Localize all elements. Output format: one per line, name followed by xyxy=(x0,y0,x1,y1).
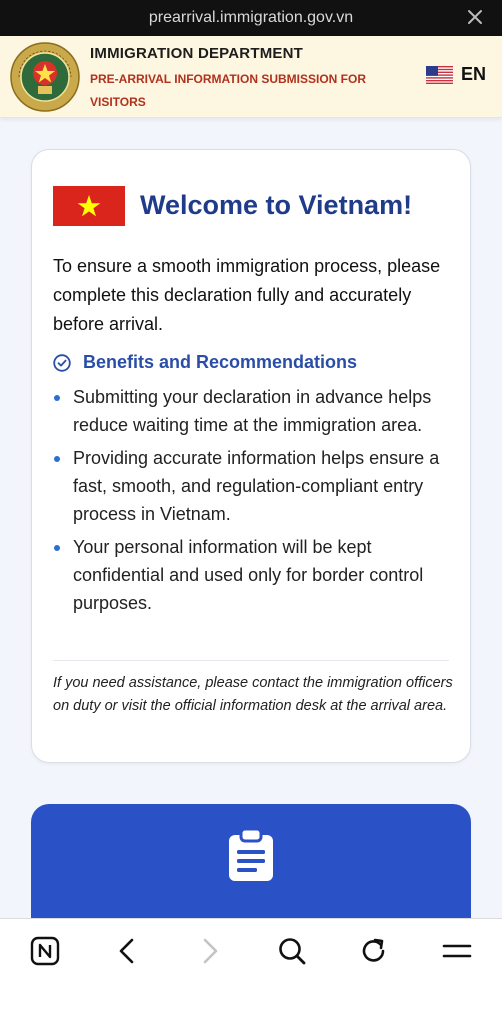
benefit-text: Your personal information will be kept confidential and used only for border control purposes. xyxy=(73,537,424,613)
welcome-title: Welcome to Vietnam! xyxy=(140,190,413,220)
assistance-note: If you need assistance, please contact the immigration officers on duty or visit the official information desk at the arrival area. xyxy=(53,675,453,714)
benefits-title: Benefits and Recommendations xyxy=(83,352,358,372)
benefits-list xyxy=(53,383,463,622)
divider xyxy=(53,660,449,661)
department-name: IMMIGRATION DEPARTMENT xyxy=(90,45,303,62)
menu-button[interactable] xyxy=(440,934,474,968)
forward-button[interactable] xyxy=(193,934,227,968)
browser-toolbar xyxy=(0,918,502,1024)
reload-button[interactable] xyxy=(357,934,391,968)
language-selector[interactable] xyxy=(426,64,486,85)
language-code[interactable]: EN xyxy=(460,64,486,84)
vietnam-flag-icon xyxy=(53,186,125,226)
list-item xyxy=(53,383,463,439)
list-item xyxy=(53,533,463,617)
search-button[interactable] xyxy=(275,934,309,968)
bullet-dot xyxy=(54,545,60,551)
site-header xyxy=(0,36,502,118)
url-text[interactable]: prearrival.immigration.gov.vn xyxy=(148,9,354,26)
bullet-dot xyxy=(54,395,60,401)
immigration-emblem-logo xyxy=(10,42,80,112)
menu-icon xyxy=(442,941,472,961)
page-subtitle: PRE-ARRIVAL INFORMATION SUBMISSION FOR VISITORS xyxy=(90,72,366,109)
reload-icon xyxy=(359,936,389,966)
bullet-dot xyxy=(54,456,60,462)
check-circle-icon xyxy=(53,354,71,372)
benefits-heading xyxy=(53,352,357,373)
welcome-card xyxy=(31,149,471,763)
benefit-text: Providing accurate information helps ensure a fast, smooth, and regulation-compliant entry process in Vietnam. xyxy=(73,448,440,524)
clipboard-icon xyxy=(226,828,276,882)
back-icon xyxy=(117,938,137,964)
benefit-text: Submitting your declaration in advance helps reduce waiting time at the immigration area. xyxy=(73,387,432,435)
browser-url-bar[interactable] xyxy=(0,0,502,36)
close-icon[interactable] xyxy=(466,8,484,26)
search-icon xyxy=(277,936,307,966)
tabs-icon xyxy=(30,936,60,966)
list-item xyxy=(53,444,463,528)
us-flag-icon xyxy=(426,66,453,84)
intro-text: To ensure a smooth immigration process, please complete this declaration fully and accurately before arrival. xyxy=(53,256,441,334)
forward-icon xyxy=(200,938,220,964)
back-button[interactable] xyxy=(110,934,144,968)
tabs-button[interactable] xyxy=(28,934,62,968)
